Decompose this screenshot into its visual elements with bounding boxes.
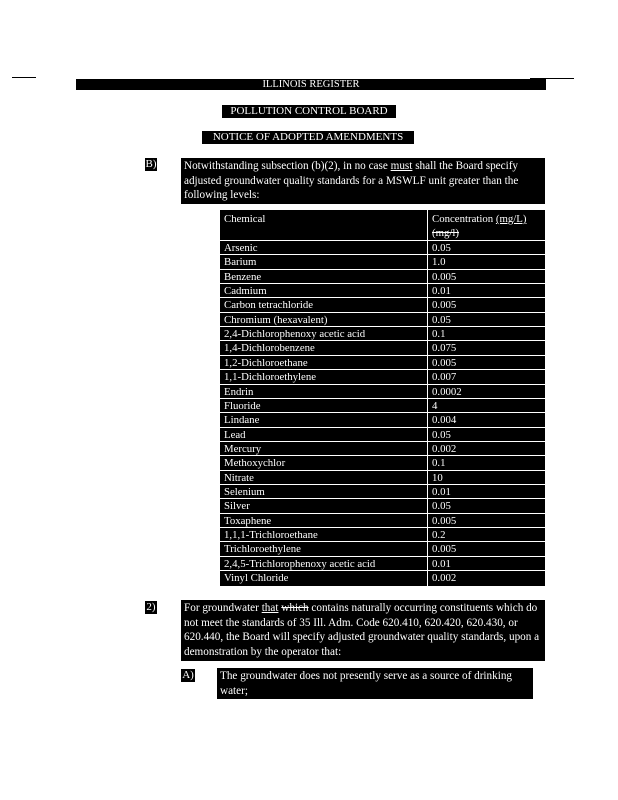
table-cell-concentration: 0.005 [432,514,457,527]
table-cell-concentration: 1.0 [432,256,446,269]
table-cell-chemical: Fluoride [224,399,261,412]
table-cell-chemical: Lindane [224,414,260,427]
table-cell-concentration: 4 [432,399,438,412]
table-cell-chemical: Chromium (hexavalent) [224,313,328,326]
section-2-paragraph [181,600,545,661]
table-cell-concentration: 0.075 [432,342,457,355]
table-header-chemical: Chemical [224,213,266,225]
section-b-text-pre: Notwithstanding subsection (b)(2), in no case [184,160,391,172]
table-cell-concentration: 0.002 [432,572,457,585]
table-cell-concentration: 0.05 [432,500,451,513]
section-a-marker: A) [182,669,194,681]
table-cell-chemical: Toxaphene [224,514,272,527]
table-cell-chemical: Lead [224,428,246,441]
scan-mark-left [12,77,36,78]
table-cell-concentration: 0.004 [432,414,457,427]
table-cell-chemical: Cadmium [224,285,267,298]
table-cell-chemical: 2,4,5-Trichlorophenoxy acetic acid [224,557,376,570]
table-cell-concentration: 0.05 [432,428,451,441]
section-2-inserted-word: that [261,602,279,614]
table-header-unit-old: (mg/l) [432,227,459,239]
table-cell-chemical: Silver [224,500,250,513]
table-cell-concentration: 0.005 [432,356,457,369]
table-cell-chemical: 1,4-Dichlorobenzene [224,342,315,355]
register-title: ILLINOIS REGISTER [262,79,360,90]
table-cell-chemical: Endrin [224,385,254,398]
table-header-concentration-label: Concentration [432,213,496,225]
table-cell-chemical: 1,1-Dichloroethylene [224,371,317,384]
table-cell-concentration: 0.005 [432,270,457,283]
table-cell-concentration: 0.2 [432,529,446,541]
table-cell-chemical: Arsenic [224,242,258,254]
section-2-deleted-word: which [281,602,309,614]
section-b-inserted-word: must [390,160,413,172]
table-cell-chemical: Mercury [224,442,262,455]
section-2-text-post: contains naturally occurring constituents which do not meet the standards of 35 Ill. Adm. Code 620.410, 620.420, 620.430, or 620.440, the Board will specify adjusted groundwater quality standards, upon a demonstration by the operator that: [184,602,540,658]
table-cell-concentration: 0.1 [432,457,446,470]
section-b-marker: B) [145,158,157,170]
table-cell-concentration: 0.01 [432,485,451,498]
table-cell-concentration: 0.01 [432,557,451,570]
section-b-paragraph [181,158,545,204]
table-cell-concentration: 0.005 [432,299,457,312]
table-cell-concentration: 10 [432,471,443,484]
concentration-table [220,210,545,586]
board-title: POLLUTION CONTROL BOARD [222,105,396,118]
table-cell-concentration: 0.05 [432,242,451,254]
table-cell-concentration: 0.002 [432,442,457,455]
table-cell-chemical: Benzene [224,270,262,283]
table-cell-chemical: Methoxychlor [224,457,286,470]
table-header-concentration [428,212,549,240]
section-2-text-pre: For groundwater [184,602,262,614]
table-cell-chemical: 1,2-Dichloroethane [224,356,308,369]
table-cell-chemical: Nitrate [224,471,254,484]
notice-title: NOTICE OF ADOPTED AMENDMENTS [202,131,414,144]
register-header [76,79,546,90]
section-b-text-post: shall the Board specify adjusted groundwater quality standards for a MSWLF unit greater than the following levels: [184,160,519,201]
table-cell-concentration: 0.007 [432,371,457,384]
section-2-marker: 2) [146,601,156,613]
table-header-unit-new: (mg/L) [495,213,527,225]
table-cell-concentration: 0.005 [432,543,457,556]
table-cell-chemical: Trichloroethylene [224,543,301,556]
table-cell-chemical: Barium [224,256,257,269]
table-cell-chemical: 2,4-Dichlorophenoxy acetic acid [224,328,366,341]
table-cell-chemical: Vinyl Chloride [224,572,289,585]
table-cell-concentration: 0.05 [432,313,451,326]
table-cell-chemical: Selenium [224,485,265,498]
table-cell-concentration: 0.0002 [432,385,462,398]
section-a-paragraph: The groundwater does not presently serve as a source of drinking water; [217,668,533,699]
table-cell-concentration: 0.01 [432,285,451,298]
table-cell-chemical: 1,1,1-Trichloroethane [224,529,318,541]
table-cell-chemical: Carbon tetrachloride [224,299,314,312]
table-cell-concentration: 0.1 [432,328,446,341]
